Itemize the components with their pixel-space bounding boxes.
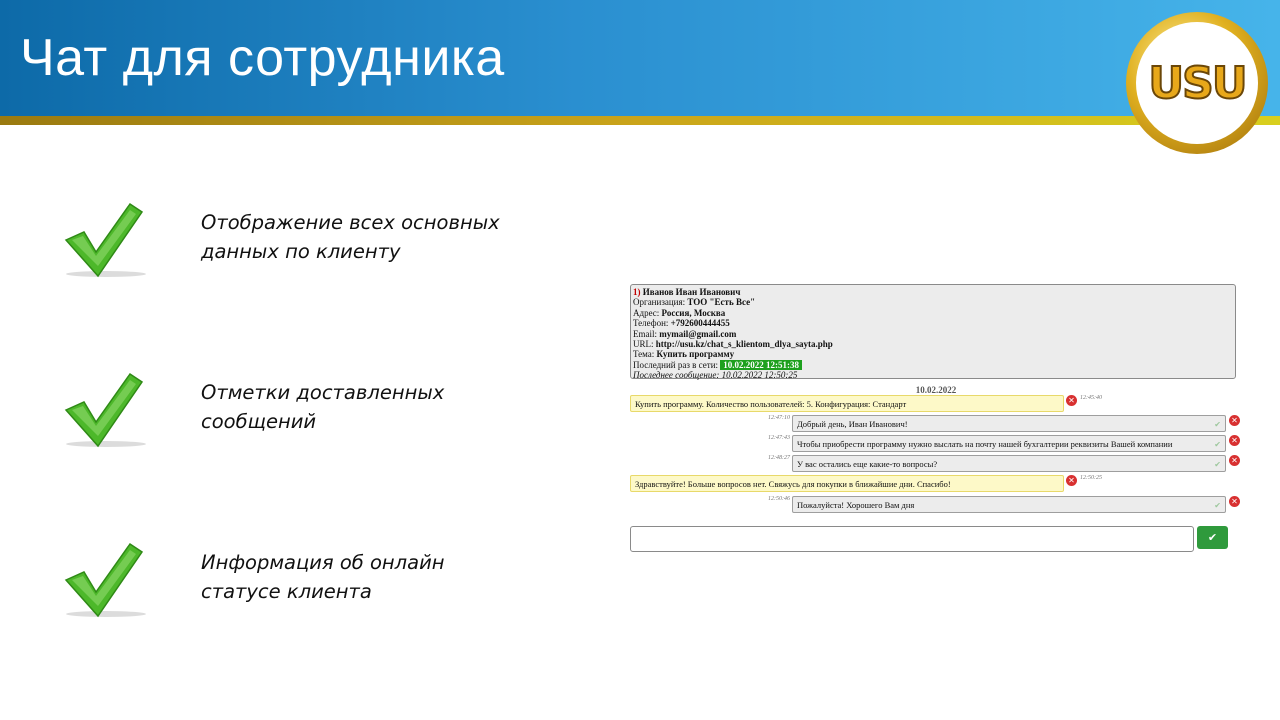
message-input[interactable] bbox=[630, 526, 1194, 552]
delete-message-icon[interactable]: ✕ bbox=[1066, 475, 1077, 486]
topic-value: Купить программу bbox=[656, 349, 735, 360]
feature-text: Отображение всех основных данных по клиенту bbox=[201, 211, 500, 263]
delete-message-icon[interactable]: ✕ bbox=[1229, 455, 1240, 466]
staff-message bbox=[792, 455, 1226, 472]
client-name-line bbox=[633, 287, 1235, 297]
email-value: mymail@gmail.com bbox=[659, 328, 737, 339]
send-button[interactable] bbox=[1197, 526, 1228, 549]
client-email-line bbox=[633, 329, 1235, 339]
last-message-label: Последнее сообщение: bbox=[633, 370, 720, 381]
feature-text: Отметки доставленных сообщений bbox=[201, 381, 445, 433]
client-phone-line bbox=[633, 318, 1235, 328]
checkmark-icon bbox=[58, 200, 154, 280]
delete-message-icon[interactable]: ✕ bbox=[1229, 435, 1240, 446]
header-gold-stripe bbox=[0, 116, 1280, 125]
client-info-card bbox=[630, 284, 1236, 379]
client-online-line bbox=[633, 360, 1235, 370]
message-time: 12:50:25 bbox=[1080, 475, 1102, 481]
delivered-check-icon: ✔ bbox=[1214, 420, 1221, 429]
phone-value: +792600444455 bbox=[670, 318, 730, 329]
client-message: Купить программу. Количество пользователей: 5. Конфигурация: Стандарт bbox=[630, 395, 1064, 412]
url-value: http://usu.kz/chat_s_klientom_dlya_sayta.php bbox=[655, 339, 833, 350]
logo-text: USU bbox=[1148, 58, 1246, 109]
delivered-check-icon: ✔ bbox=[1214, 460, 1221, 469]
client-last-message-line bbox=[633, 370, 1235, 380]
feature-item-delivery-marks bbox=[0, 370, 560, 460]
feature-item-client-data bbox=[0, 200, 560, 290]
checkmark-icon bbox=[58, 370, 154, 450]
message-time: 12:50:46 bbox=[768, 496, 790, 502]
address-label: Адрес: bbox=[633, 307, 660, 318]
online-label: Последний раз в сети: bbox=[633, 359, 719, 370]
message-text: У вас остались еще какие-то вопросы? bbox=[797, 459, 938, 469]
url-label: URL: bbox=[633, 339, 654, 350]
message-text: Добрый день, Иван Иванович! bbox=[797, 419, 908, 429]
check-icon: ✔ bbox=[1207, 531, 1218, 544]
staff-message bbox=[792, 435, 1226, 452]
client-org-line bbox=[633, 297, 1235, 307]
client-url-line bbox=[633, 339, 1235, 349]
topic-label: Тема: bbox=[633, 349, 655, 360]
usu-logo bbox=[1126, 12, 1268, 154]
feature-text: Информация об онлайн статусе клиента bbox=[201, 551, 445, 603]
message-time: 12:45:40 bbox=[1080, 395, 1102, 401]
delete-message-icon[interactable]: ✕ bbox=[1229, 496, 1240, 507]
org-label: Организация: bbox=[633, 297, 686, 308]
logo-inner-circle bbox=[1136, 22, 1258, 144]
online-status-badge: 10.02.2022 12:51:38 bbox=[720, 360, 802, 370]
chat-date-divider: 10.02.2022 bbox=[915, 385, 957, 395]
phone-label: Телефон: bbox=[633, 318, 669, 329]
message-time: 12:47:10 bbox=[768, 415, 790, 421]
delivered-check-icon: ✔ bbox=[1214, 440, 1221, 449]
checkmark-icon bbox=[58, 540, 154, 620]
client-topic-line bbox=[633, 349, 1235, 359]
last-message-value: 10.02.2022 12:50:25 bbox=[721, 370, 798, 381]
client-index: 1) bbox=[633, 287, 641, 297]
feature-item-online-status bbox=[0, 540, 560, 630]
page-title: Чат для сотрудника bbox=[20, 29, 505, 87]
delete-message-icon[interactable]: ✕ bbox=[1229, 415, 1240, 426]
delivered-check-icon: ✔ bbox=[1214, 501, 1221, 510]
staff-message bbox=[792, 415, 1226, 432]
chat-panel bbox=[630, 284, 1242, 554]
message-time: 12:48:27 bbox=[768, 455, 790, 461]
client-name: Иванов Иван Иванович bbox=[642, 287, 741, 297]
message-text: Чтобы приобрести программу нужно выслать на почту нашей бухгалтерии реквизиты Вашей компании bbox=[797, 439, 1173, 449]
client-message: Здравствуйте! Больше вопросов нет. Свяжусь для покупки в ближайшие дни. Спасибо! bbox=[630, 475, 1064, 492]
org-value: ТОО "Есть Все" bbox=[687, 297, 756, 308]
message-time: 12:47:43 bbox=[768, 435, 790, 441]
address-value: Россия, Москва bbox=[661, 307, 726, 318]
email-label: Email: bbox=[633, 328, 657, 339]
client-address-line bbox=[633, 308, 1235, 318]
staff-message bbox=[792, 496, 1226, 513]
message-text: Пожалуйста! Хорошего Вам дня bbox=[797, 500, 915, 510]
delete-message-icon[interactable]: ✕ bbox=[1066, 395, 1077, 406]
